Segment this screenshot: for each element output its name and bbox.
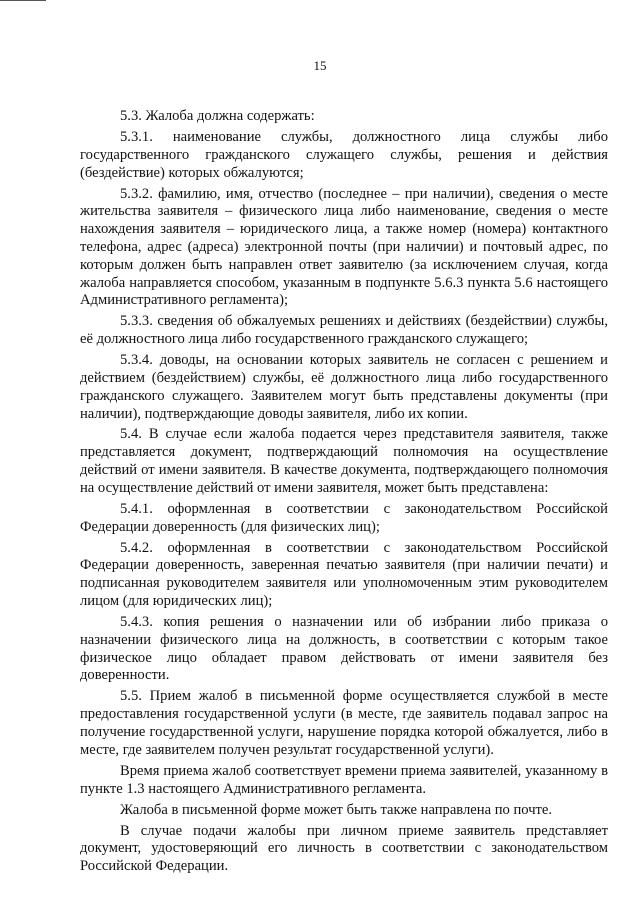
paragraph-reception-time: Время приема жалоб соответствует времени приема заявителей, указанному в пункте 1.3 настоящего Административного регламента. bbox=[80, 762, 608, 797]
paragraph-5-4-3: 5.4.3. копия решения о назначении или об избрании либо приказа о назначении физического лица на должность, в соответствии с которым такое физическое лицо обладает правом действовать от имени заявителя без доверенности. bbox=[80, 614, 608, 684]
paragraph-5-3: 5.3. Жалоба должна содержать: bbox=[120, 108, 315, 124]
paragraph-5-3-4: 5.3.4. доводы, на основании которых заявитель не согласен с решением и действием (бездействием) службы, её должностного лица либо государственного гражданского служащего. Заявителем могут быть представлены документы (при наличии), подтверждающие доводы заявителя, либо их копии. bbox=[80, 352, 608, 422]
paragraph-5-4-2: 5.4.2. оформленная в соответствии с законодательством Российской Федерации доверенность, заверенная печатью заявителя (при наличии печати) и подписанная руководителем заявителя или уполномоченным этим руководителем лицом (для юридических лиц); bbox=[80, 539, 608, 610]
paragraph-5-4-1: 5.4.1. оформленная в соответствии с законодательством Российской Федерации доверенность (для физических лиц); bbox=[80, 500, 608, 535]
paragraph-5-3-2: 5.3.2. фамилию, имя, отчество (последнее – при наличии), сведения о месте жительства заявителя – физического лица либо наименование, сведения о месте нахождения заявителя – юридического лица, а также номер (номера) контактного телефона, адрес (адреса) электронной почты (при наличии) и почтовый адрес, по которым должен быть направлен ответ заявителю (за исключением случая, когда жалоба направляется способом, указанным в подпункте 5.6.3 пункта 5.6 настоящего Административного регламента); bbox=[80, 185, 608, 309]
paragraph-5-4: 5.4. В случае если жалоба подается через представителя заявителя, также представляется документ, подтверждающий полномочия на осуществление действий от имени заявителя. В качестве документа, подтверждающего полномочия на осуществление действий от имени заявителя, может быть представлена: bbox=[80, 426, 608, 496]
paragraph-mail-submission: Жалоба в письменной форме может быть также направлена по почте. bbox=[120, 801, 553, 818]
document-body bbox=[80, 108, 608, 876]
page-number: 15 bbox=[313, 58, 327, 73]
paragraph-personal-submission: В случае подачи жалобы при личном приеме заявитель представляет документ, удостоверяющий его личность в соответствии с законодательством Российской Федерации. bbox=[80, 822, 608, 875]
scan-edge-mark bbox=[0, 0, 46, 1]
paragraph-5-3-3: 5.3.3. сведения об обжалуемых решениях и действиях (бездействии) службы, её должностного лица либо государственного гражданского служащего; bbox=[80, 313, 608, 348]
paragraph-5-3-1: 5.3.1. наименование службы, должностного лица службы либо государственного гражданского служащего службы, решения и действия (бездействие) которых обжалуются; bbox=[80, 128, 608, 181]
paragraph-5-5: 5.5. Прием жалоб в письменной форме осуществляется службой в месте предоставления государственной услуги (в месте, где заявитель подавал запрос на получение государственной услуги, нарушение порядка которой обжалуется, либо в месте, где заявителем получен результат государственной услуги). bbox=[80, 688, 608, 758]
